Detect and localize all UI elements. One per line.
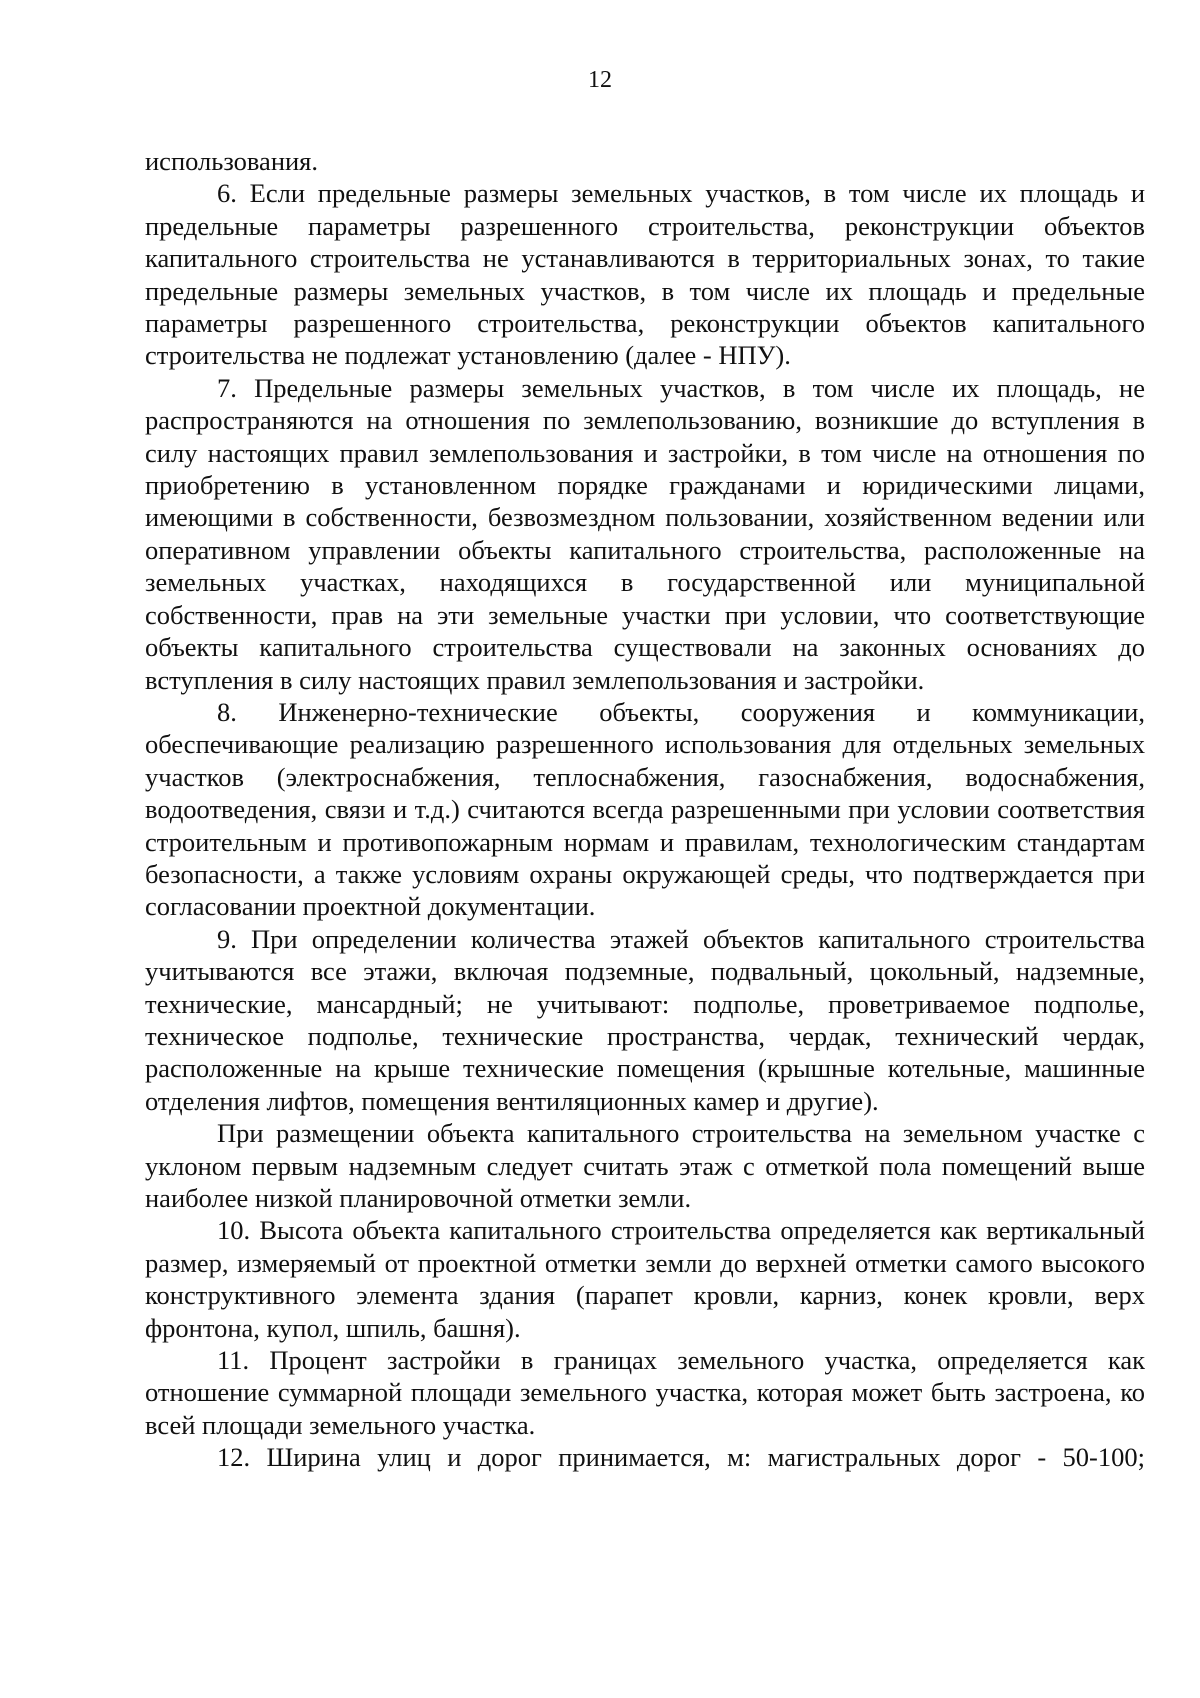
paragraph-item-11: 11. Процент застройки в границах земельного участка, определяется как отношение суммарной площади земельного участка, которая может быть застроена, ко всей площади земельного участка.	[145, 1345, 1145, 1440]
paragraph-item-7: 7. Предельные размеры земельных участков, в том числе их площадь, не распространяются на отношения по землепользованию, возникшие до вступления в силу настоящих правил землепользования и застройки, в том числе на отношения по приобретению в установленном порядке гражданами и юридическими лицами, имеющими в собственности, безвозмездном пользовании, хозяйственном ведении или оперативном управлении объекты капитального строительства, расположенные на земельных участках, находящихся в государственной или муниципальной собственности, прав на эти земельные участки при условии, что соответствующие объекты капитального строительства существовали на законных основаниях до вступления в силу настоящих правил землепользования и застройки.	[145, 372, 1145, 695]
paragraph-item-10: 10. Высота объекта капитального строительства определяется как вертикальный размер, измеряемый от проектной отметки земли до верхней отметки самого высокого конструктивного элемента здания (парапет кровли, карниз, конек кровли, верх фронтона, купол, шпиль, башня).	[145, 1215, 1145, 1343]
page-number: 12	[588, 67, 612, 93]
paragraph-item-9-note: При размещении объекта капитального строительства на земельном участке с уклоном первым надземным следует считать этаж с отметкой пола помещений выше наиболее низкой планировочной отметки земли.	[145, 1118, 1145, 1213]
document-body	[145, 145, 1145, 1474]
paragraph-item-6: 6. Если предельные размеры земельных участков, в том числе их площадь и предельные параметры разрешенного строительства, реконструкции объектов капитального строительства не устанавливаются в территориальных зонах, то такие предельные размеры земельных участков, в том числе их площадь и предельные параметры разрешенного строительства, реконструкции объектов капитального строительства не подлежат установлению (далее - НПУ).	[145, 178, 1145, 371]
paragraph-item-8: 8. Инженерно-технические объекты, сооружения и коммуникации, обеспечивающие реализацию разрешенного использования для отдельных земельных участков (электроснабжения, теплоснабжения, газоснабжения, водоснабжения, водоотведения, связи и т.д.) считаются всегда разрешенными при условии соответствия строительным и противопожарным нормам и правилам, технологическим стандартам безопасности, а также условиям охраны окружающей среды, что подтверждается при согласовании проектной документации.	[145, 696, 1145, 922]
paragraph-item-12: 12. Ширина улиц и дорог принимается, м: магистральных дорог - 50-100;	[217, 1442, 1145, 1473]
paragraph-continuation: использования.	[145, 146, 319, 176]
paragraph-item-9: 9. При определении количества этажей объектов капитального строительства учитываются все этажи, включая подземные, подвальный, цокольный, надземные, технические, мансардный; не учитывают: подполье, проветриваемое подполье, техническое подполье, технические пространства, чердак, технический чердак, расположенные на крыше технические помещения (крышные котельные, машинные отделения лифтов, помещения вентиляционных камер и другие).	[145, 923, 1145, 1116]
